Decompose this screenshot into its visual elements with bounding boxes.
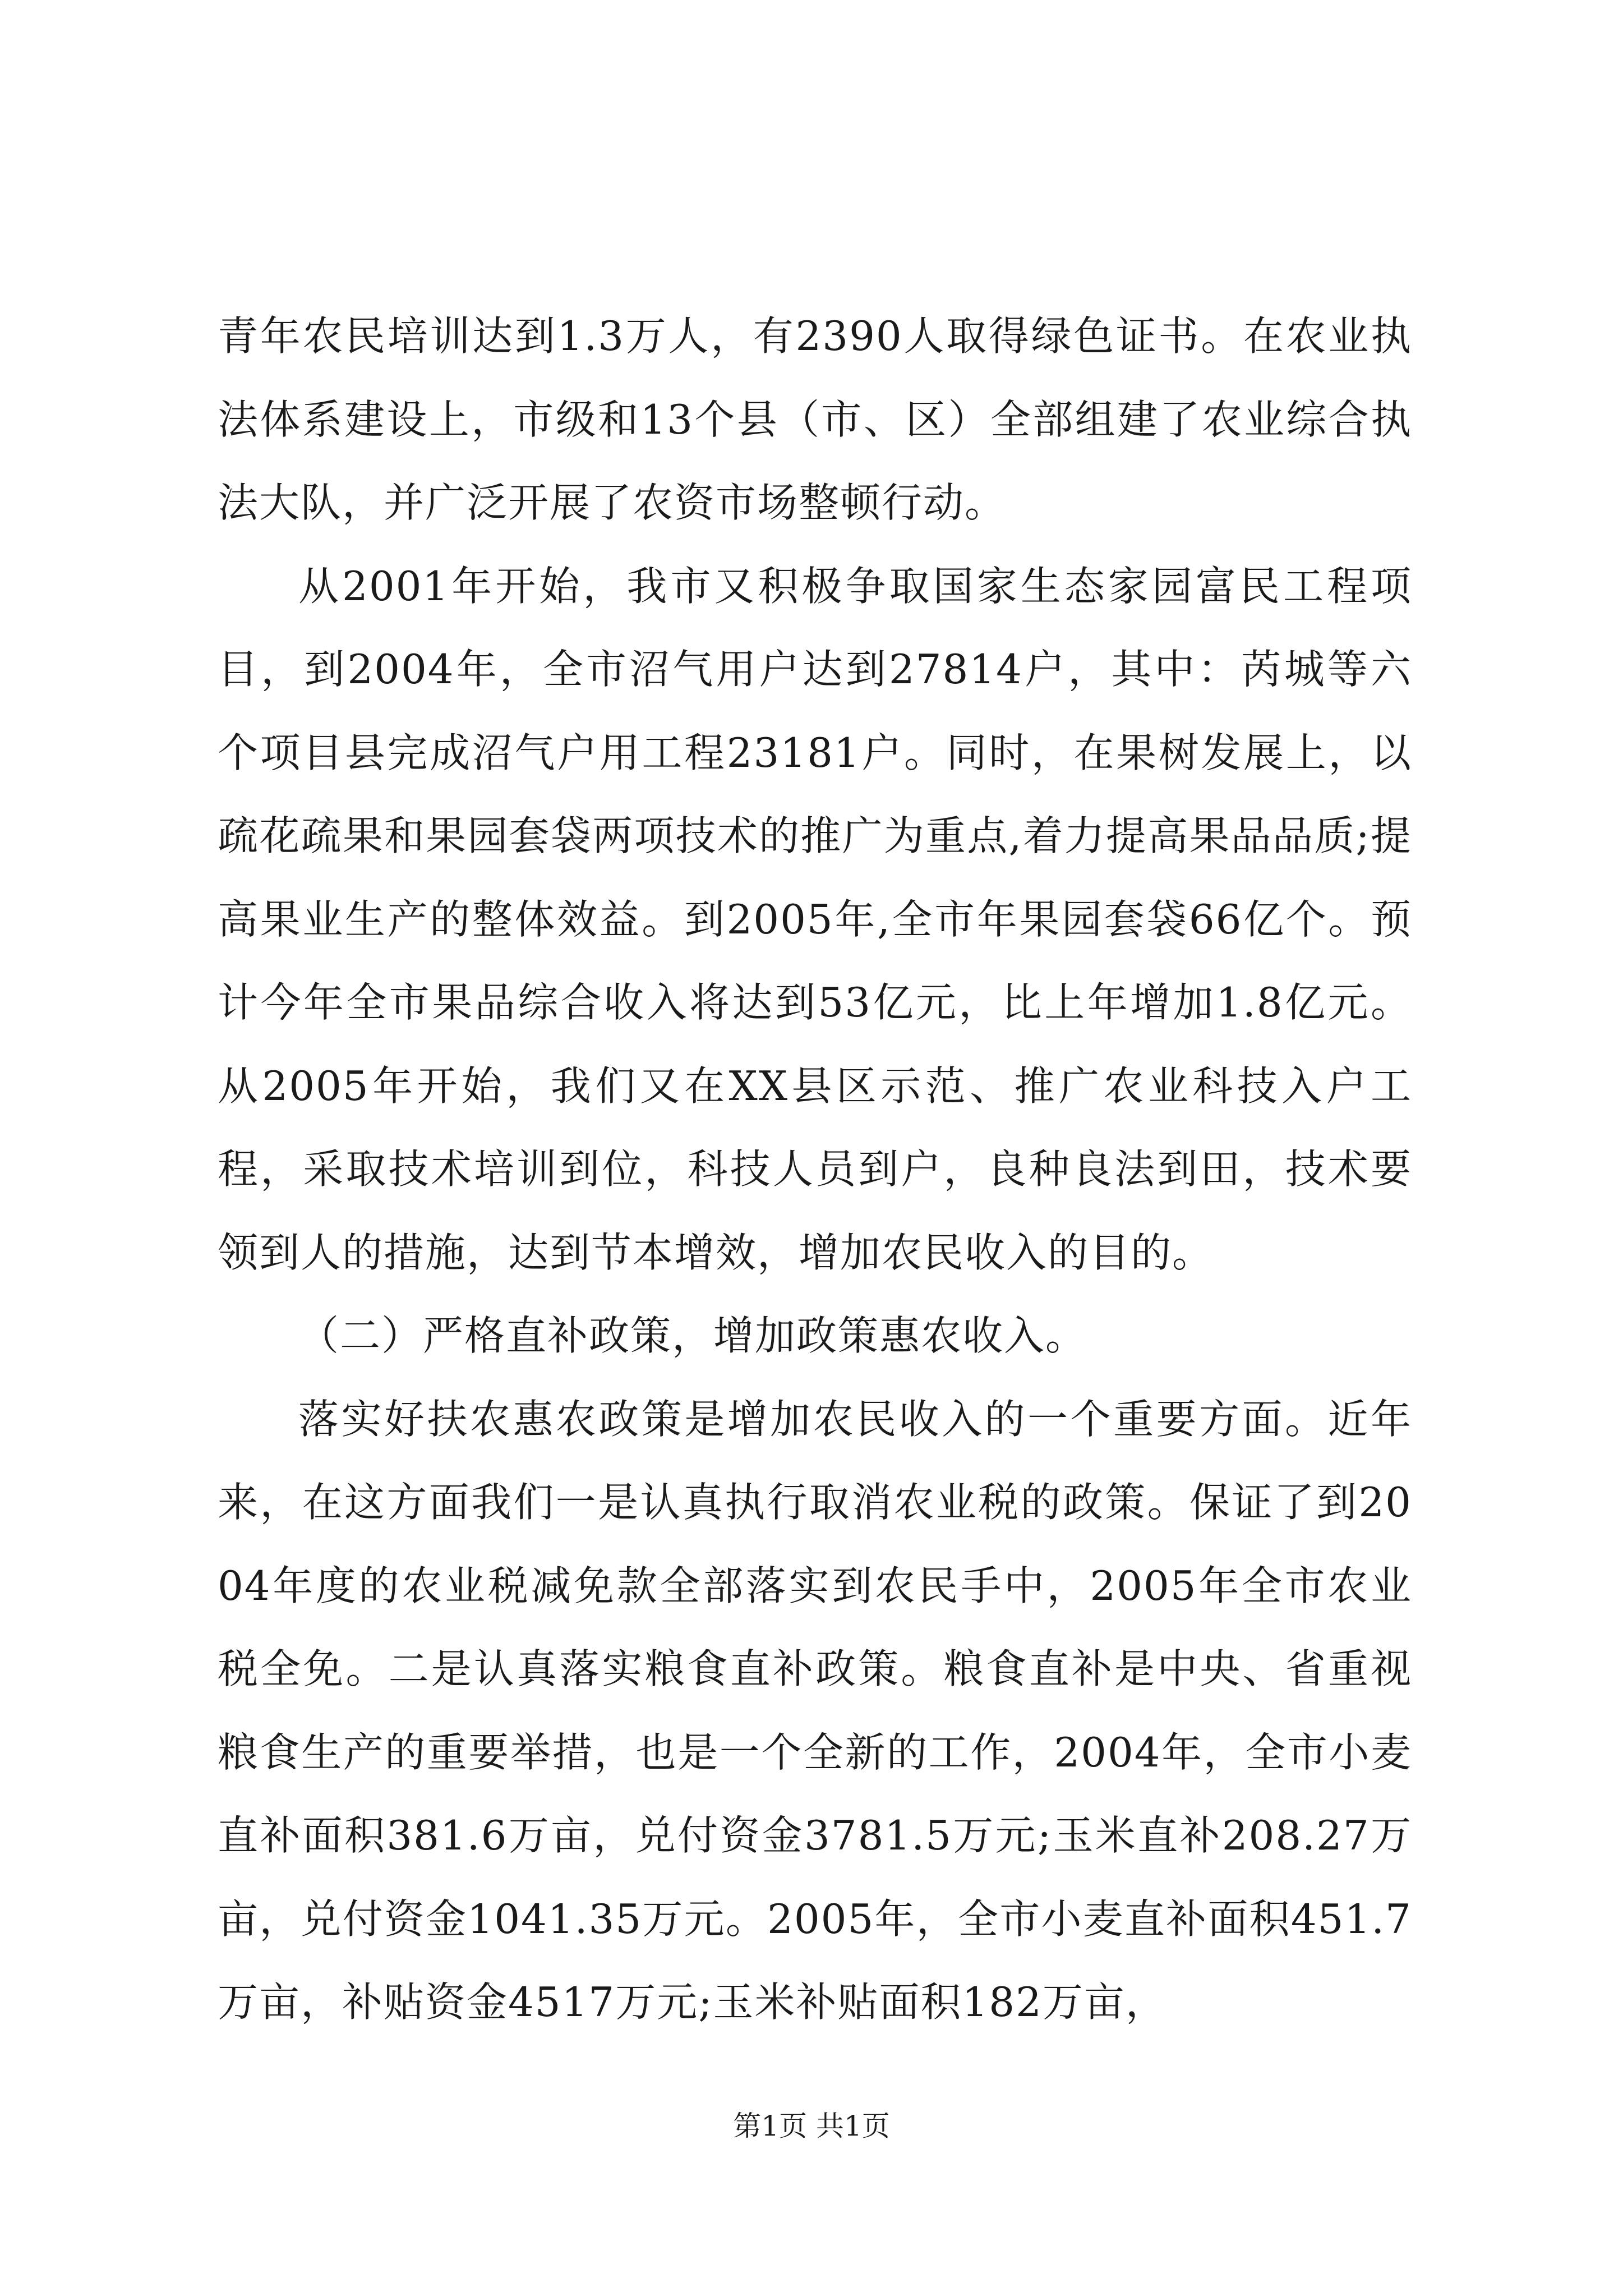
paragraph-continuation: 青年农民培训达到1.3万人，有2390人取得绿色证书。在农业执法体系建设上，市级和13个县（市、区）全部组建了农业综合执法大队，并广泛开展了农资市场整顿行动。 [218, 312, 1412, 526]
paragraph-ecological-project: 从2001年开始，我市又积极争取国家生态家园富民工程项目，到2004年，全市沼气用户达到27814户，其中：芮城等六个项目县完成沼气户用工程23181户。同时，在果树发展上，以疏花疏果和果园套袋两项技术的推广为重点,着力提高果品品质;提高果业生产的整体效益。到2005年,全市年果园套袋66亿个。预计今年全市果品综合收入将达到53亿元，比上年增加1.8亿元。从2005年开始，我们又在XX县区示范、推广农业科技入户工程，采取技术培训到位，科技人员到户，良种良法到田，技术要领到人的措施，达到节本增效，增加农民收入的目的。 [218, 562, 1412, 1276]
paragraph-subsidy-policy: 落实好扶农惠农政策是增加农民收入的一个重要方面。近年来，在这方面我们一是认真执行取消农业税的政策。保证了到2004年度的农业税减免款全部落实到农民手中，2005年全市农业税全免。二是认真落实粮食直补政策。粮食直补是中央、省重视粮食生产的重要举措，也是一个全新的工作，2004年，全市小麦直补面积381.6万亩，兑付资金3781.5万元;玉米直补208.27万亩，兑付资金1041.35万元。2005年，全市小麦直补面积451.7万亩，补贴资金4517万元;玉米补贴面积182万亩， [218, 1395, 1412, 2026]
section-heading: （二）严格直补政策，增加政策惠农收入。 [298, 1312, 1087, 1359]
document-body [218, 295, 1412, 2044]
page-footer: 第1页 共1页 [733, 2110, 890, 2142]
